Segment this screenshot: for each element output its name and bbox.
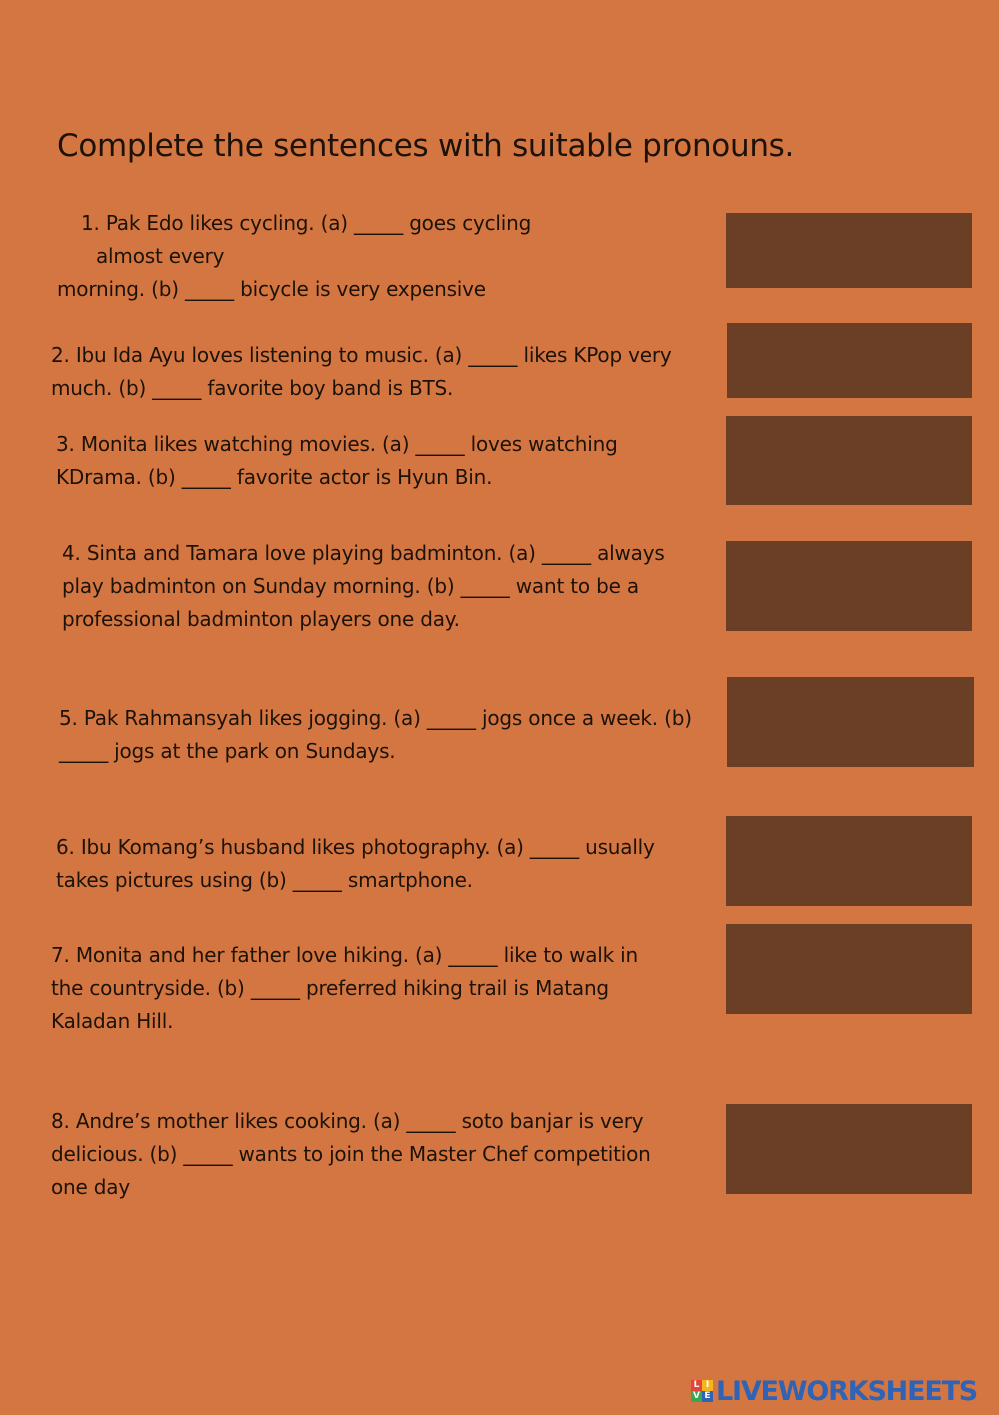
question-1-line-3: morning. (b) _____ bicycle is very expensive	[57, 277, 486, 301]
question-1-line-1: 1. Pak Edo likes cycling. (a) _____ goes cycling	[81, 211, 532, 235]
question-7	[51, 939, 638, 1038]
liveworksheets-logo	[691, 1375, 977, 1407]
liveworksheets-logo-text: LIVEWORKSHEETS	[716, 1375, 978, 1407]
question-7-line-1: 7. Monita and her father love hiking. (a) _____ like to walk in	[51, 943, 639, 967]
question-4-line-1: 4. Sinta and Tamara love playing badminton. (a) _____ always	[62, 541, 665, 565]
answer-box-1[interactable]	[726, 213, 972, 288]
worksheet-title: Complete the sentences with suitable pronouns.	[57, 128, 795, 164]
answer-box-3[interactable]	[726, 416, 972, 505]
question-8-line-2: delicious. (b) _____ wants to join the Master Chef competition	[51, 1142, 651, 1166]
question-5-line-2: _____ jogs at the park on Sundays.	[59, 739, 396, 763]
question-3-line-2: KDrama. (b) _____ favorite actor is Hyun Bin.	[56, 465, 493, 489]
answer-box-5[interactable]	[727, 677, 974, 767]
question-5	[59, 702, 692, 768]
question-3-line-1: 3. Monita likes watching movies. (a) _____ loves watching	[56, 432, 618, 456]
question-8-line-3: one day	[51, 1175, 130, 1199]
question-2	[51, 339, 672, 405]
logo-letter-l: L	[691, 1380, 702, 1391]
question-3	[56, 428, 618, 494]
question-1-line-2: almost every	[96, 244, 225, 268]
question-7-line-2: the countryside. (b) _____ preferred hiking trail is Matang	[51, 976, 609, 1000]
answer-box-6[interactable]	[726, 816, 972, 906]
logo-letter-v: V	[691, 1391, 702, 1402]
question-4-line-3: professional badminton players one day.	[62, 607, 460, 631]
question-2-line-1: 2. Ibu Ida Ayu loves listening to music. (a) _____ likes KPop very	[51, 343, 672, 367]
logo-letter-i: I	[702, 1380, 713, 1391]
question-4	[62, 537, 665, 636]
liveworksheets-logo-icon	[691, 1380, 713, 1402]
question-6-line-1: 6. Ibu Komang’s husband likes photography. (a) _____ usually	[56, 835, 655, 859]
question-8	[51, 1105, 651, 1204]
answer-box-4[interactable]	[726, 541, 972, 631]
answer-box-7[interactable]	[726, 924, 972, 1014]
question-5-line-1: 5. Pak Rahmansyah likes jogging. (a) _____ jogs once a week. (b)	[59, 706, 692, 730]
question-6	[56, 831, 655, 897]
question-4-line-2: play badminton on Sunday morning. (b) _____ want to be a	[62, 574, 639, 598]
answer-box-2[interactable]	[727, 323, 972, 398]
question-8-line-1: 8. Andre’s mother likes cooking. (a) _____ soto banjar is very	[51, 1109, 644, 1133]
question-6-line-2: takes pictures using (b) _____ smartphone.	[56, 868, 473, 892]
question-2-line-2: much. (b) _____ favorite boy band is BTS.	[51, 376, 454, 400]
question-7-line-3: Kaladan Hill.	[51, 1009, 174, 1033]
logo-letter-e: E	[702, 1391, 713, 1402]
answer-box-8[interactable]	[726, 1104, 972, 1194]
question-1	[57, 207, 531, 306]
